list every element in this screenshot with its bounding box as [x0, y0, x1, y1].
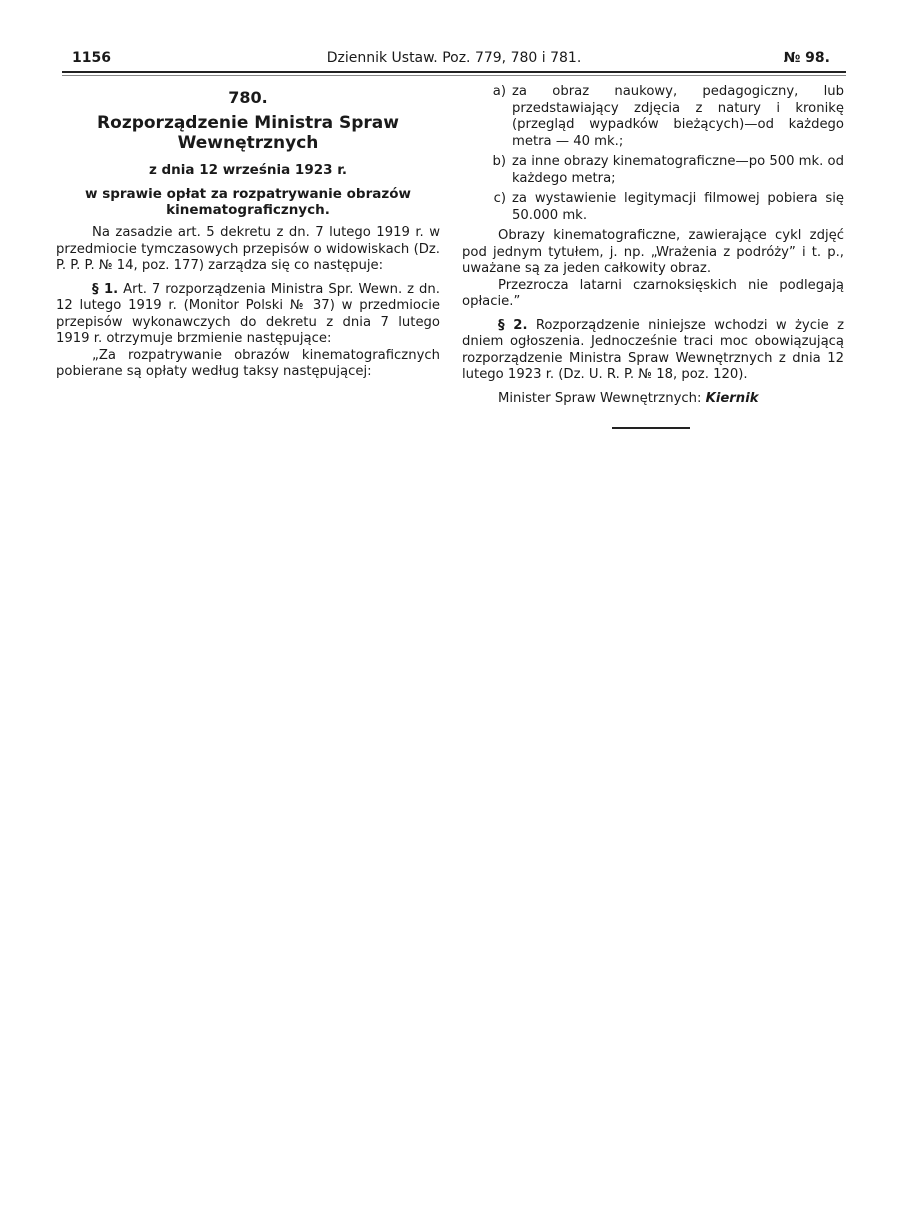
quote-intro: „Za rozpatrywanie obrazów kinematograficznych pobierane są opłaty według taksy następującej: — [56, 347, 440, 379]
note-cycles: Obrazy kinematograficzne, zawierające cykl zdjęć pod jednym tytułem, j. np. „Wrażenia z podróży” i t. p., uważane są za jeden całkowity obraz. — [462, 228, 844, 276]
section-2-label: § 2. — [498, 317, 528, 333]
section-2-text: Rozporządzenie niniejsze wchodzi w życie z dniem ogłoszenia. Jednocześnie traci moc obowiązującą rozporządzenie Ministra Spraw Wewnętrznych z dnia 12 lutego 1923 r. (Dz. U. R. P. № 18, poz. 120). — [462, 317, 844, 382]
end-rule — [612, 427, 690, 429]
fee-item-c — [462, 191, 844, 224]
header-rule — [62, 71, 846, 73]
fee-marker: b) — [492, 154, 506, 169]
journal-title: Dziennik Ustaw. Poz. 779, 780 i 781. — [326, 50, 582, 66]
fee-item-a — [462, 84, 844, 150]
signature-name: Kiernik — [705, 390, 759, 406]
header-rule-thin — [62, 75, 846, 76]
act-date: z dnia 12 września 1923 r. — [148, 161, 348, 178]
fee-text: za inne obrazy kinematograficzne—po 500 mk. od każdego metra; — [512, 154, 844, 186]
right-column — [462, 84, 844, 429]
section-2 — [462, 318, 844, 384]
page-header — [62, 44, 846, 68]
section-1-label: § 1. — [92, 281, 119, 297]
fee-marker: c) — [493, 191, 506, 206]
left-column — [56, 84, 440, 388]
issue-number: № 98. — [783, 50, 830, 66]
intro-paragraph: Na zasadzie art. 5 dekretu z dn. 7 lutego 1919 r. w przedmiocie tymczasowych przepisów o widowiskach (Dz. P. P. P. № 14, poz. 177) zarządza się co następuje: — [56, 225, 440, 273]
fee-item-b — [462, 154, 844, 187]
signature-role: Minister Spraw Wewnętrznych: — [498, 390, 702, 406]
fee-text: za wystawienie legitymacji filmowej pobiera się 50.000 mk. — [512, 191, 844, 223]
fee-text: za obraz naukowy, pedagogiczny, lub przedstawiający zdjęcia z natury i kronikę (przegląd wypadków bieżących)—od każdego metra — 40 mk.; — [512, 84, 844, 149]
section-1 — [56, 282, 440, 348]
signature — [462, 391, 844, 408]
page-number: 1156 — [72, 50, 111, 66]
section-1-text: Art. 7 rozporządzenia Ministra Spr. Wewn. z dn. 12 lutego 1919 r. (Monitor Polski № 37) w przedmiocie przepisów wykonawczych do dekretu z dnia 7 lutego 1919 r. otrzymuje brzmienie następujące: — [56, 281, 440, 346]
fee-marker: a) — [492, 84, 506, 99]
note-slides: Przezrocza latarni czarnoksięskich nie podlegają opłacie.” — [462, 277, 844, 309]
act-subject: w sprawie opłat za rozpatrywanie obrazów kinematograficznych. — [85, 186, 411, 218]
act-title: Rozporządzenie Ministra Spraw Wewnętrznych — [97, 112, 399, 153]
act-number: 780. — [228, 88, 268, 107]
